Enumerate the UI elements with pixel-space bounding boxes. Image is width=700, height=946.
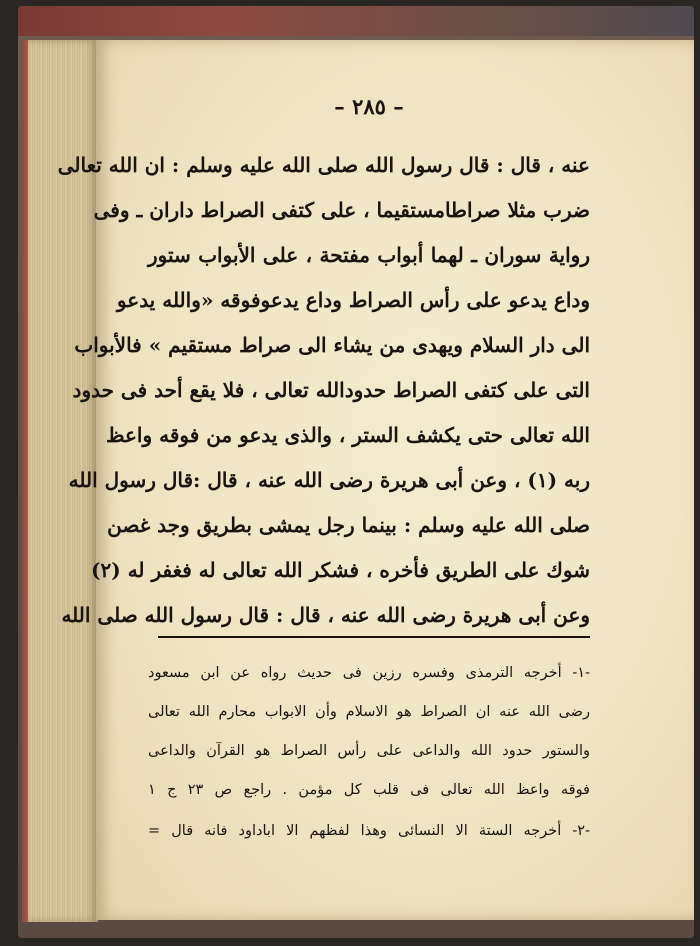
- main-text-line-9: صلى الله عليه وسلم : بينما رجل يمشى بطريق وجد غصن: [107, 513, 590, 537]
- page-number: – ٢٨٥ –: [334, 94, 404, 119]
- main-text-line-5: الى دار السلام ويهدى من يشاء الى صراط مستقيم » فالأبواب: [74, 333, 590, 357]
- footnote-divider: [158, 636, 590, 638]
- main-text-line-11: وعن أبى هريرة رضى الله عنه ، قال : قال رسول الله صلى الله: [61, 603, 590, 627]
- page-content: [57, 56, 590, 916]
- main-text-line-10: شوك على الطريق فأخره ، فشكر الله تعالى له فغفر له (٢): [91, 558, 590, 582]
- book-cover-top-edge: [18, 6, 694, 36]
- main-text-line-7: الله تعالى حتى يكشف الستر ، والذى يدعو من فوقه واعظ: [106, 423, 590, 447]
- footnote-line-4: فوقه واعظ الله تعالى فى قلب كل مؤمن . راجع ص ٢٣ ج ١: [148, 782, 590, 798]
- footnote-line-5: -٢- أخرجه الستة الا النسائى وهذا لفظهم الا اباداود فانه قال =: [148, 823, 590, 839]
- main-text-line-1: عنه ، قال : قال رسول الله صلى الله عليه وسلم : ان الله تعالى: [57, 153, 590, 177]
- main-text-line-2: ضرب مثلا صراطامستقيما ، على كتفى الصراط داران ـ وفى: [93, 198, 590, 222]
- main-text-line-3: رواية سوران ـ لهما أبواب مفتحة ، على الأبواب ستور: [148, 243, 590, 267]
- main-text-line-4: وداع يدعو على رأس الصراط وداع يدعوفوقه «والله يدعو: [116, 288, 590, 312]
- footnote-line-1: -١- أخرجه الترمذى وفسره رزين فى حديث رواه عن ابن مسعود: [148, 665, 590, 681]
- footnote-line-3: والستور حدود الله والداعى على رأس الصراط هو القرآن والداعى: [148, 743, 590, 759]
- footnote-line-2: رضى الله عنه ان الصراط هو الاسلام وأن الابواب محارم الله تعالى: [148, 704, 590, 720]
- main-text-line-8: ربه (١) ، وعن أبى هريرة رضى الله عنه ، قال :قال رسول الله: [68, 468, 590, 492]
- main-text-line-6: التى على كتفى الصراط حدودالله تعالى ، فلا يقع أحد فى حدود: [72, 378, 590, 402]
